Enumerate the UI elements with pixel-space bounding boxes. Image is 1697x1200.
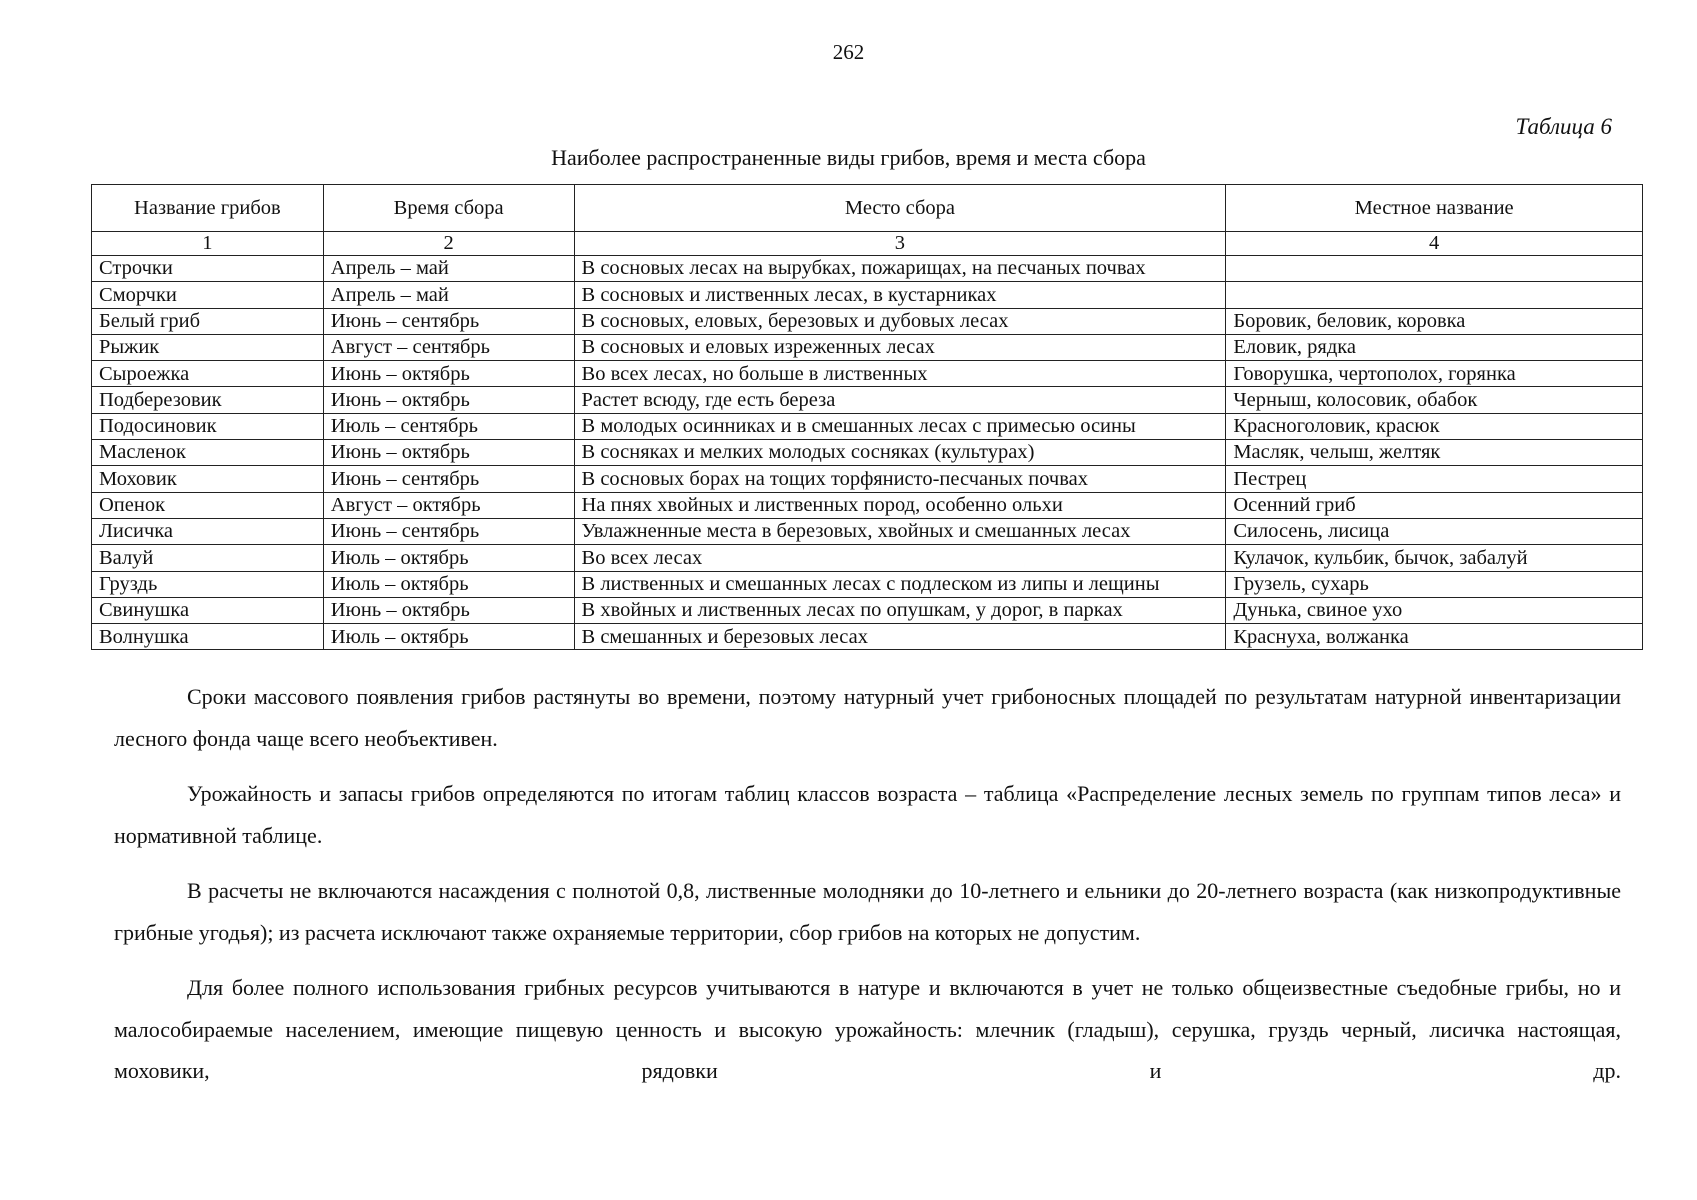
cell-local-name: Грузель, сухарь xyxy=(1226,571,1643,597)
table-label: Таблица 6 xyxy=(1515,114,1612,139)
mushroom-table xyxy=(91,184,1643,650)
cell-place: Во всех лесах xyxy=(574,545,1226,571)
cell-local-name: Красноголовик, красюк xyxy=(1226,413,1643,439)
column-header-name: Название грибов xyxy=(92,185,324,232)
cell-place: Во всех лесах, но больше в лиственных xyxy=(574,361,1226,387)
paragraph: В расчеты не включаются насаждения с полнотой 0,8, лиственные молодняки до 10-летнего и ельники до 20-летнего возраста (как низкопродуктивные грибные угодья); из расчета исключают также охраняемые территории, сбор грибов на которых не допустим. xyxy=(114,878,1621,945)
paragraph: Для более полного использования грибных ресурсов учитываются в натуре и включаются в учет не только общеизвестные съедобные грибы, но и малособираемые населением, имеющие пищевую ценность и высокую урожайность: млечник (гладыш), серушка, груздь черный, лисичка настоящая, моховики, рядовки и др. xyxy=(114,975,1621,1083)
cell-name: Лисичка xyxy=(92,518,324,544)
cell-name: Рыжик xyxy=(92,334,324,360)
cell-place: В смешанных и березовых лесах xyxy=(574,624,1226,650)
cell-name: Волнушка xyxy=(92,624,324,650)
cell-name: Подосиновик xyxy=(92,413,324,439)
cell-place: В сосняках и мелких молодых сосняках (культурах) xyxy=(574,440,1226,466)
cell-place: В сосновых борах на тощих торфянисто-песчаных почвах xyxy=(574,466,1226,492)
page-number: 262 xyxy=(832,40,865,64)
cell-name: Груздь xyxy=(92,571,324,597)
cell-local-name: Силосень, лисица xyxy=(1226,518,1643,544)
cell-local-name xyxy=(1226,282,1643,308)
table-row xyxy=(92,545,1643,571)
cell-local-name: Боровик, беловик, коровка xyxy=(1226,308,1643,334)
table-row xyxy=(92,413,1643,439)
column-number: 3 xyxy=(574,232,1226,256)
cell-time: Июнь – октябрь xyxy=(323,387,574,413)
cell-local-name: Кулачок, кульбик, бычок, забалуй xyxy=(1226,545,1643,571)
cell-time: Июль – сентябрь xyxy=(323,413,574,439)
column-number-row xyxy=(92,232,1643,256)
cell-name: Строчки xyxy=(92,256,324,282)
cell-time: Июнь – октябрь xyxy=(323,597,574,623)
cell-place: В сосновых лесах на вырубках, пожарищах, на песчаных почвах xyxy=(574,256,1226,282)
cell-local-name: Осенний гриб xyxy=(1226,492,1643,518)
cell-name: Свинушка xyxy=(92,597,324,623)
table-row xyxy=(92,624,1643,650)
table-title: Наиболее распространенные виды грибов, время и места сбора xyxy=(551,145,1146,170)
cell-time: Апрель – май xyxy=(323,256,574,282)
table-row xyxy=(92,571,1643,597)
column-number: 2 xyxy=(323,232,574,256)
cell-place: В сосновых, еловых, березовых и дубовых лесах xyxy=(574,308,1226,334)
table-row xyxy=(92,387,1643,413)
table-row xyxy=(92,597,1643,623)
column-header-time: Время сбора xyxy=(323,185,574,232)
cell-local-name: Черныш, колосовик, обабок xyxy=(1226,387,1643,413)
cell-time: Август – сентябрь xyxy=(323,334,574,360)
cell-time: Июль – октябрь xyxy=(323,545,574,571)
table-row xyxy=(92,518,1643,544)
cell-name: Белый гриб xyxy=(92,308,324,334)
cell-name: Сыроежка xyxy=(92,361,324,387)
column-number: 1 xyxy=(92,232,324,256)
cell-time: Август – октябрь xyxy=(323,492,574,518)
cell-name: Опенок xyxy=(92,492,324,518)
cell-local-name: Еловик, рядка xyxy=(1226,334,1643,360)
column-number: 4 xyxy=(1226,232,1643,256)
column-header-place: Место сбора xyxy=(574,185,1226,232)
cell-name: Валуй xyxy=(92,545,324,571)
table-row xyxy=(92,282,1643,308)
table-row xyxy=(92,334,1643,360)
cell-time: Июнь – октябрь xyxy=(323,440,574,466)
paragraph: Урожайность и запасы грибов определяются по итогам таблиц классов возраста – таблица «Распределение лесных земель по группам типов леса» и нормативной таблице. xyxy=(114,781,1621,848)
cell-local-name: Пестрец xyxy=(1226,466,1643,492)
table-row xyxy=(92,308,1643,334)
cell-name: Моховик xyxy=(92,466,324,492)
cell-local-name: Говорушка, чертополох, горянка xyxy=(1226,361,1643,387)
cell-time: Июль – октябрь xyxy=(323,624,574,650)
cell-place: Увлажненные места в березовых, хвойных и смешанных лесах xyxy=(574,518,1226,544)
table-row xyxy=(92,466,1643,492)
cell-place: На пнях хвойных и лиственных пород, особенно ольхи xyxy=(574,492,1226,518)
table-row xyxy=(92,440,1643,466)
cell-name: Сморчки xyxy=(92,282,324,308)
table-row xyxy=(92,492,1643,518)
cell-local-name: Масляк, челыш, желтяк xyxy=(1226,440,1643,466)
cell-time: Июнь – сентябрь xyxy=(323,466,574,492)
cell-time: Июль – октябрь xyxy=(323,571,574,597)
table-header-row xyxy=(92,185,1643,232)
cell-name: Подберезовик xyxy=(92,387,324,413)
body-text xyxy=(114,676,1621,1106)
table-row xyxy=(92,256,1643,282)
cell-place: В сосновых и еловых изреженных лесах xyxy=(574,334,1226,360)
table-head xyxy=(92,185,1643,256)
cell-local-name: Дунька, свиное ухо xyxy=(1226,597,1643,623)
cell-place: Растет всюду, где есть береза xyxy=(574,387,1226,413)
cell-time: Июнь – октябрь xyxy=(323,361,574,387)
cell-place: В сосновых и лиственных лесах, в кустарниках xyxy=(574,282,1226,308)
paragraph: Сроки массового появления грибов растянуты во времени, поэтому натурный учет грибоносных площадей по результатам натурной инвентаризации лесного фонда чаще всего необъективен. xyxy=(114,684,1621,751)
cell-time: Апрель – май xyxy=(323,282,574,308)
cell-time: Июнь – сентябрь xyxy=(323,518,574,544)
cell-place: В хвойных и лиственных лесах по опушкам, у дорог, в парках xyxy=(574,597,1226,623)
cell-place: В лиственных и смешанных лесах с подлеском из липы и лещины xyxy=(574,571,1226,597)
table-row xyxy=(92,361,1643,387)
cell-local-name: Краснуха, волжанка xyxy=(1226,624,1643,650)
cell-name: Масленок xyxy=(92,440,324,466)
cell-local-name xyxy=(1226,256,1643,282)
cell-place: В молодых осинниках и в смешанных лесах с примесью осины xyxy=(574,413,1226,439)
table-body xyxy=(92,256,1643,650)
column-header-local-name: Местное название xyxy=(1226,185,1643,232)
cell-time: Июнь – сентябрь xyxy=(323,308,574,334)
